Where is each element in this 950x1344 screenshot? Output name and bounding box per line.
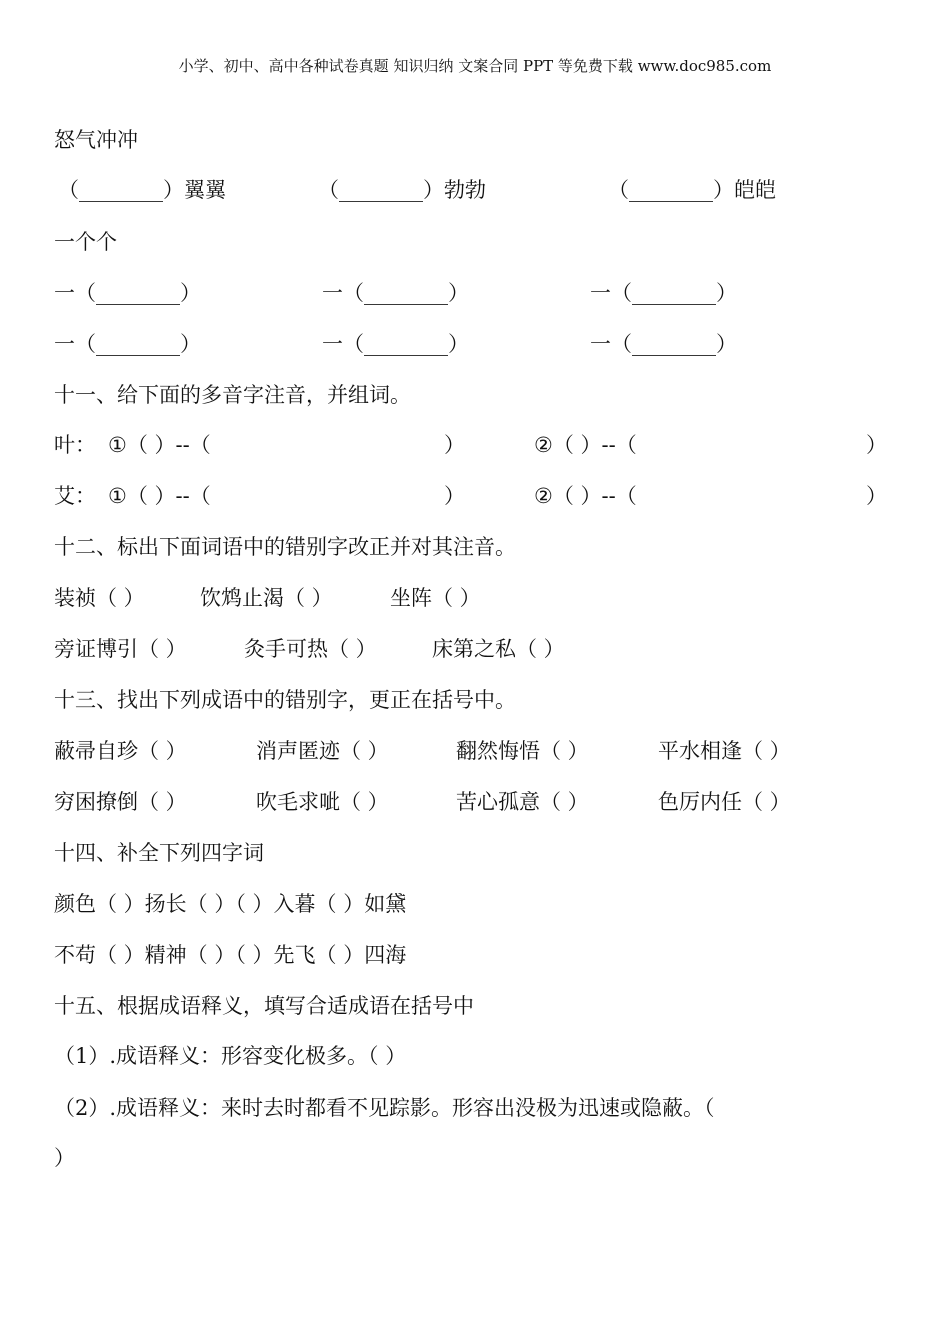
q13-item: 翻然悔悟（ ） bbox=[456, 739, 589, 763]
q12-item: 装祯（ ） bbox=[54, 586, 145, 610]
yi-blank: 一（________） bbox=[590, 332, 737, 356]
q13-item: 色厉内任（ ） bbox=[658, 790, 791, 814]
yi-blank: 一（________） bbox=[54, 332, 201, 356]
q11-title: 十一、给下面的多音字注音，并组词。 bbox=[54, 383, 411, 407]
q15-title: 十五、根据成语释义，填写合适成语在括号中 bbox=[54, 994, 474, 1018]
q12-item: 灸手可热（ ） bbox=[244, 637, 377, 661]
yi-blank: 一（________） bbox=[54, 281, 201, 305]
q15-line-2: （2）.成语释义：来时去时都看不见踪影。形容出没极为迅速或隐蔽。（ bbox=[54, 1096, 715, 1120]
section-title-abb: 怒气冲冲 bbox=[54, 128, 138, 152]
q13-title: 十三、找出下列成语中的错别字，更正在括号中。 bbox=[54, 688, 516, 712]
yi-blank: 一（________） bbox=[322, 332, 469, 356]
q11-close1: ） bbox=[444, 433, 465, 457]
q11-close2: ） bbox=[866, 433, 887, 457]
q11-part1: ①（ ）--（ bbox=[108, 433, 211, 457]
q13-item: 平水相逢（ ） bbox=[658, 739, 791, 763]
abb-item-2: （________）勃勃 bbox=[318, 178, 486, 202]
q11-part1: ①（ ）--（ bbox=[108, 484, 211, 508]
q14-row-1: 颜色（ ）扬长（ ）（ ）入暮（ ）如黛 bbox=[54, 892, 407, 916]
q13-item: 蔽帚自珍（ ） bbox=[54, 739, 187, 763]
q11-part2: ②（ ）--（ bbox=[534, 484, 637, 508]
yi-blank: 一（________） bbox=[322, 281, 469, 305]
q12-item: 坐阵（ ） bbox=[390, 586, 481, 610]
q14-title: 十四、补全下列四字词 bbox=[54, 841, 264, 865]
yi-blank: 一（________） bbox=[590, 281, 737, 305]
q11-part2: ②（ ）--（ bbox=[534, 433, 637, 457]
q12-title: 十二、标出下面词语中的错别字改正并对其注音。 bbox=[54, 535, 516, 559]
q11-close2: ） bbox=[866, 484, 887, 508]
page-header: 小学、初中、高中各种试卷真题 知识归纳 文案合同 PPT 等免费下载 www.doc985.com bbox=[178, 57, 772, 75]
q13-item: 穷困撩倒（ ） bbox=[54, 790, 187, 814]
q12-item: 旁证博引（ ） bbox=[54, 637, 187, 661]
q15-line-1: （1）.成语释义：形容变化极多。（ ） bbox=[54, 1044, 407, 1068]
q13-item: 消声匿迹（ ） bbox=[256, 739, 389, 763]
q15-line-3: ） bbox=[54, 1146, 75, 1170]
q11-char: 叶： bbox=[54, 433, 96, 457]
q11-char: 艾： bbox=[54, 484, 96, 508]
abb-item-1: （________）翼翼 bbox=[58, 178, 226, 202]
q13-item: 吹毛求呲（ ） bbox=[256, 790, 389, 814]
q12-item: 饮鸩止渴（ ） bbox=[200, 586, 333, 610]
section-title-yi: 一个个 bbox=[54, 230, 117, 254]
q11-close1: ） bbox=[444, 484, 465, 508]
abb-item-3: （________）皑皑 bbox=[608, 178, 776, 202]
q14-row-2: 不苟（ ）精神（ ）（ ）先飞（ ）四海 bbox=[54, 943, 407, 967]
q13-item: 苦心孤意（ ） bbox=[456, 790, 589, 814]
q12-item: 床第之私（ ） bbox=[432, 637, 565, 661]
